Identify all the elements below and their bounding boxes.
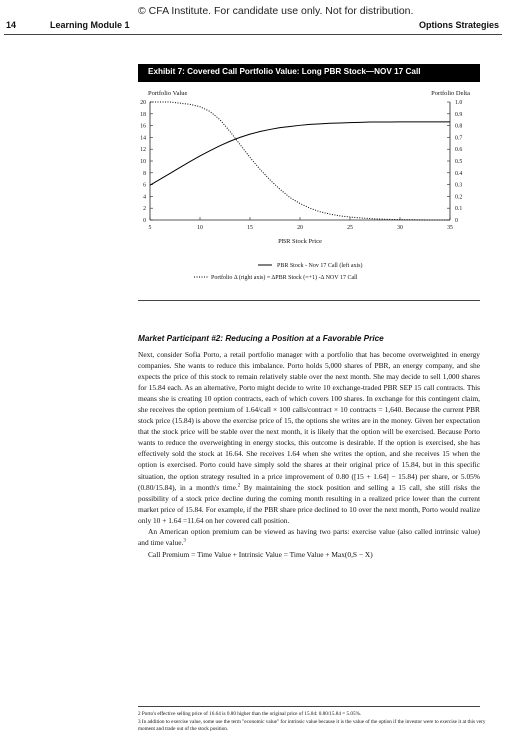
left-axis-tick-label: 12 bbox=[140, 147, 146, 154]
x-axis-tick-label: 5 bbox=[148, 225, 152, 231]
x-axis-tick-label: 25 bbox=[347, 225, 353, 231]
paragraph-1-text: Next, consider Sofia Porto, a retail portfolio manager with a portfolio that has become overweighted in energy companies. She wants to reduce this imbalance. Porto holds 5,000 shares of PBR, an energy company, and she expects the price of this stock to remain relatively stable over the next month. She may decide to sell 1,000 shares for 15.84 each. As an alternative, Porto might decide to write 10 exchange-traded PBR SEP 15 call contracts. This means she is creating 10 option contracts, each of which covers 100 shares. In exchange for this contingent claim, she receives the option premium of 1.64/call × 100 calls/contract × 10 contracts = 1,640. Because the current PBR stock price (15.84) is above the exercise price of 15, the options she writes are in the money. Given her expectation that the stock price will be stable over the next month, it is likely that the option will be exercised. Because Porto wants to reduce the overweighting in energy stocks, this outcome is desirable. If the option is exercised, she has effectively sold the stock at 16.64. She receives 1.64 when she writes the option, and she receives 15 when the option is exercised. Porto could have simply sold the shares at their original price of 15.84, but in this specific situation, the option strategy resulted in a price improvement of 0.80 ([15 + 1.64] − 15.84) per share, or 5.05% (0.80/15.84), in a month's time. bbox=[138, 350, 480, 492]
exhibit-title: Exhibit 7: Covered Call Portfolio Value: Long PBR Stock—NOV 17 Call bbox=[148, 67, 421, 76]
right-axis-tick-label: 0.3 bbox=[455, 182, 463, 189]
paragraph-2 bbox=[138, 526, 480, 548]
section-heading: Market Participant #2: Reducing a Position at a Favorable Price bbox=[138, 334, 384, 343]
call-premium-formula: Call Premium = Time Value + Intrinsic Value = Time Value + Max(0,S − X) bbox=[148, 549, 373, 559]
footnote-ref-3: 3 bbox=[183, 538, 186, 544]
paragraph-1 bbox=[138, 349, 480, 526]
right-axis-title: Portfolio Delta bbox=[431, 90, 470, 97]
footnote-3: 3 In addition to exercise value, some use the term "economic value" for intrinsic value because it is the value of the option if the investor were to exercise it at this very moment and trade out of the stock position. bbox=[138, 718, 486, 733]
section-title: Options Strategies bbox=[418, 20, 499, 30]
left-axis-tick-label: 10 bbox=[140, 159, 146, 165]
left-axis-tick-label: 20 bbox=[140, 100, 146, 106]
footnote-ref-2: 2 bbox=[237, 483, 241, 489]
left-axis-tick-label: 16 bbox=[140, 123, 146, 130]
series-line-portfolio-delta bbox=[150, 102, 450, 220]
paragraph-2-text: An American option premium can be viewed as having two parts: exercise value (also called intrinsic value) and time value. bbox=[138, 526, 480, 547]
right-axis-tick-label: 0.6 bbox=[455, 147, 463, 154]
right-axis-tick-label: 0.5 bbox=[455, 159, 463, 165]
body-text bbox=[138, 349, 480, 560]
left-axis-tick-label: 4 bbox=[143, 194, 146, 201]
right-axis-tick-label: 0.1 bbox=[455, 206, 463, 213]
left-axis-tick-label: 8 bbox=[143, 170, 146, 177]
watermark-notice: © CFA Institute. For candidate use only. Not for distribution. bbox=[138, 5, 414, 17]
page-number: 14 bbox=[6, 20, 17, 30]
x-axis-tick-label: 10 bbox=[197, 225, 203, 231]
x-axis-tick-label: 15 bbox=[247, 225, 253, 231]
series-line-portfolio-value bbox=[150, 122, 450, 185]
right-axis-tick-label: 1.0 bbox=[455, 100, 463, 106]
left-axis-title: Portfolio Value bbox=[148, 90, 188, 97]
x-axis-tick-label: 20 bbox=[297, 225, 303, 231]
module-title: Learning Module 1 bbox=[50, 20, 130, 30]
right-axis-tick-label: 0.7 bbox=[455, 135, 463, 142]
right-axis-tick-label: 0.9 bbox=[455, 111, 463, 118]
right-axis-tick-label: 0.2 bbox=[455, 194, 463, 201]
right-axis-tick-label: 0.8 bbox=[455, 123, 463, 130]
left-axis-tick-label: 14 bbox=[140, 135, 146, 142]
footnote-rule bbox=[138, 706, 480, 707]
x-axis-title: PBR Stock Price bbox=[278, 238, 322, 245]
right-axis-tick-label: 0.4 bbox=[455, 170, 463, 177]
legend-dotted-label: Portfolio Δ (right axis) = ΔPBR Stock (=+1) -Δ NOV 17 Call bbox=[211, 275, 358, 281]
left-axis-tick-label: 2 bbox=[143, 206, 146, 213]
left-axis-tick-label: 6 bbox=[143, 182, 146, 189]
right-axis-tick-label: 0 bbox=[455, 218, 458, 224]
legend-solid-label: PBR Stock - Nov 17 Call (left axis) bbox=[277, 263, 363, 269]
footnotes bbox=[138, 711, 488, 734]
footnote-2: 2 Porto's effective selling price of 16.64 is 0.80 higher than the original price of 15.84: 0.80/15.84 = 5.05%. bbox=[138, 711, 362, 717]
covered-call-chart bbox=[0, 0, 520, 300]
x-axis-tick-label: 30 bbox=[397, 225, 403, 231]
left-axis-tick-label: 18 bbox=[140, 111, 146, 118]
axis-ticks bbox=[140, 100, 462, 231]
paragraph-1-text-continued: By maintaining the stock position and selling a 15 call, she still risks the possibility of a stock price decline during the coming month resulting in a realized price lower than the current market price of 15.84. For example, if the PBR share price declined to 10 over the next month, Porto would realize only 10 + 1.64 =11.64 on her covered call position. bbox=[138, 482, 480, 525]
x-axis-tick-label: 35 bbox=[447, 225, 453, 231]
left-axis-tick-label: 0 bbox=[143, 218, 146, 224]
exhibit-bottom-rule bbox=[138, 300, 480, 301]
